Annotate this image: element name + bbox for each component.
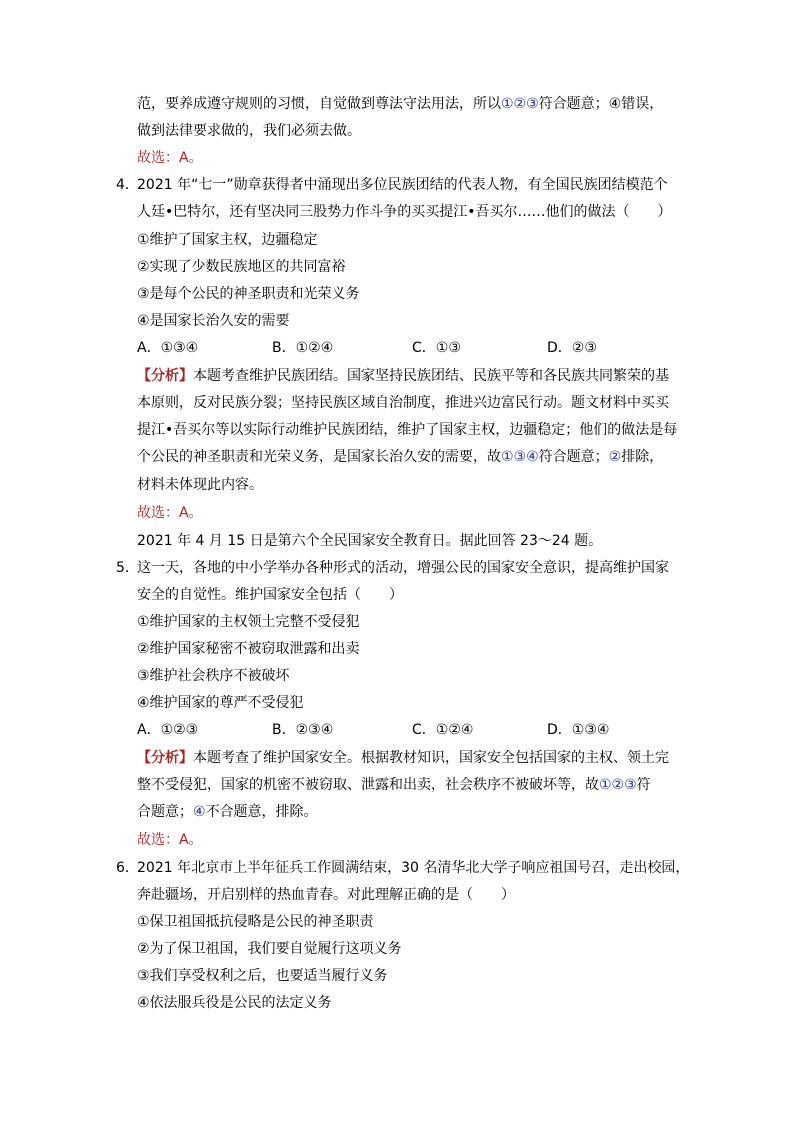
text: 范，要养成遵守规则的习惯，自觉做到尊法守法用法，所以 [137, 96, 501, 112]
q4-answer: 故选：A。 [137, 505, 203, 521]
q5-option-b: B．②③④ [272, 722, 334, 738]
highlight: ①③④ [501, 449, 539, 465]
q5-item: ③维护社会秩序不被破坏 [137, 668, 290, 684]
q4-stem: 2021 年“七一”勋章获得者中涌现出多位民族团结的代表人物，有全国民族团结模范个 [137, 177, 668, 193]
q3-analysis-line: 做到法律要求做的，我们必须去做。 [137, 123, 361, 139]
text: 符合题意； [538, 449, 609, 465]
text: 不合题意，排除。 [205, 804, 318, 820]
q4-analysis-line [137, 447, 663, 467]
q3-analysis-line [137, 94, 663, 114]
q4-analysis-line [137, 366, 669, 386]
q4-number: 4． [116, 177, 139, 193]
text: 本题考查了维护国家安全。根据教材知识，国家安全包括国家的主权、领土完 [193, 750, 669, 766]
q4-option-d: D．②③ [547, 340, 597, 356]
q4-item: ④是国家长治久安的需要 [137, 313, 290, 329]
q6-item: ②为了保卫祖国，我们要自觉履行这项义务 [137, 941, 402, 957]
text: 个公民的神圣职责和光荣义务，是国家长治久安的需要，故 [137, 449, 501, 465]
q5-item: ①维护国家的主权领土完整不受侵犯 [137, 614, 360, 630]
text: 符合题意；④错误， [538, 96, 664, 112]
q6-stem: 奔赴疆场，开启别样的热血青春。对此理解正确的是（ ） [137, 887, 515, 903]
q5-analysis-line [137, 802, 318, 822]
q6-item: ③我们享受权利之后，也要适当履行义务 [137, 968, 388, 984]
analysis-tag: 【分析】 [137, 750, 193, 766]
q4-item: ①维护了国家主权，边疆稳定 [137, 232, 318, 248]
text: 符 [636, 777, 651, 793]
q5-option-a: A．①②③ [137, 722, 199, 738]
q5-analysis-line [137, 748, 669, 768]
q5-option-c: C．①②④ [412, 722, 474, 738]
q5-answer: 故选：A。 [137, 832, 203, 848]
text: 排除， [621, 449, 664, 465]
q4-item: ③是每个公民的神圣职责和光荣义务 [137, 286, 360, 302]
text: 整不受侵犯，国家的机密不被窃取、泄露和出卖，社会秩序不被破坏等，故 [137, 777, 599, 793]
q5-stem: 安全的自觉性。维护国家安全包括（ ） [137, 587, 403, 603]
q5-option-d: D．①③④ [547, 722, 610, 738]
highlight: ①②③ [501, 96, 539, 112]
q4-option-c: C．①③ [412, 340, 461, 356]
q3-answer: 故选：A。 [137, 150, 203, 166]
q5-item: ②维护国家秘密不被窃取泄露和出卖 [137, 641, 360, 657]
highlight: ①②③ [599, 777, 637, 793]
highlight: ④ [193, 804, 206, 820]
analysis-tag: 【分析】 [137, 368, 193, 384]
text: 合题意； [137, 804, 193, 820]
q6-item: ④依法服兵役是公民的法定义务 [137, 995, 332, 1011]
q5-number: 5． [116, 560, 139, 576]
q4-stem: 人廷•巴特尔，还有坚决同三股势力作斗争的买买提江•吾买尔……他们的做法（ ） [137, 204, 672, 220]
q6-item: ①保卫祖国抵抗侵略是公民的神圣职责 [137, 914, 374, 930]
q5-item: ④维护国家的尊严不受侵犯 [137, 695, 304, 711]
q4-option-a: A．①③④ [137, 340, 199, 356]
q4-item: ②实现了少数民族地区的共同富裕 [137, 259, 346, 275]
highlight: ② [608, 449, 622, 465]
section-intro: 2021 年 4 月 15 日是第六个全民国家安全教育日。据此回答 23～24 题。 [137, 533, 603, 549]
text: 本题考查维护民族团结。国家坚持民族团结、民族平等和各民族共同繁荣的基 [193, 368, 669, 384]
q4-analysis-line: 提江•吾买尔等以实际行动维护民族团结，维护了国家主权，边疆稳定；他们的做法是每 [137, 422, 678, 438]
q5-analysis-line [137, 775, 651, 795]
q5-stem: 这一天，各地的中小学举办各种形式的活动，增强公民的国家安全意识，提高维护国家 [137, 560, 669, 576]
q4-option-b: B．①②④ [272, 340, 334, 356]
q6-stem: 2021 年北京市上半年征兵工作圆满结束，30 名清华北大学子响应祖国号召，走出校园， [137, 860, 690, 876]
q4-analysis-line: 材料未体现此内容。 [137, 477, 263, 493]
q6-number: 6． [116, 860, 139, 876]
q4-analysis-line: 本原则，反对民族分裂；坚持民族区域自治制度，推进兴边富民行动。题文材料中买买 [137, 395, 669, 411]
